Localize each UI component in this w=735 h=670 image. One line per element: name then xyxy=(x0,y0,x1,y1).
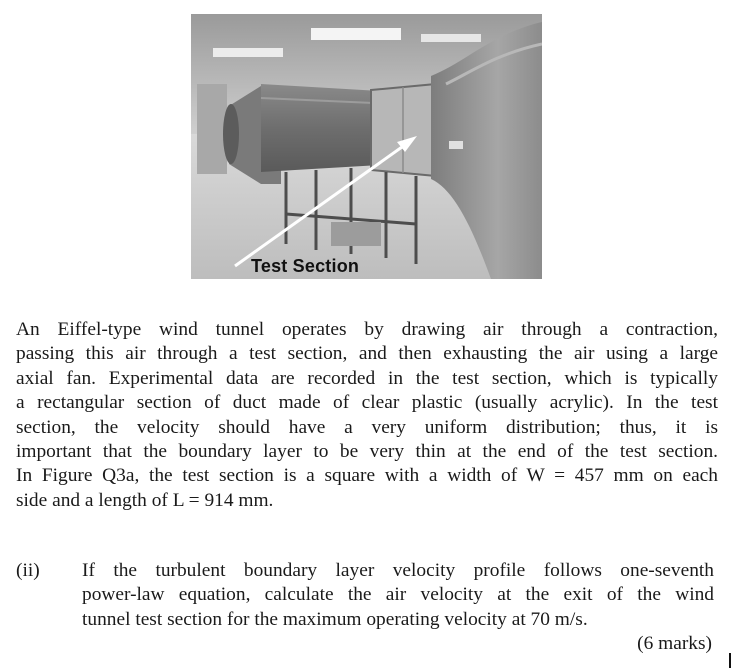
question-number: (ii) xyxy=(16,560,40,581)
question-line: tunnel test section for the maximum operating velocity at 70 m/s. xyxy=(82,608,588,630)
wind-tunnel-illustration xyxy=(191,14,542,279)
question-line: power-law equation, calculate the air velocity at the exit of the wind xyxy=(82,584,714,606)
marks-label: (6 marks) xyxy=(637,633,712,654)
paragraph-line: important that the boundary layer to be very thin at the end of the test section. xyxy=(16,441,718,463)
paragraph-line: In Figure Q3a, the test section is a square with a width of W = 457 mm on each xyxy=(16,465,718,487)
paragraph-line: section, the velocity should have a very uniform distribution; thus, it is xyxy=(16,416,718,438)
wind-tunnel-photo xyxy=(191,14,542,279)
problem-paragraph xyxy=(16,318,718,513)
question-line: If the turbulent boundary layer velocity profile follows one-seventh xyxy=(82,560,714,581)
text-cursor xyxy=(729,653,731,668)
figure-label: Test Section xyxy=(251,256,360,276)
paragraph-line: a rectangular section of duct made of clear plastic (usually acrylic). In the test xyxy=(16,392,718,414)
paragraph-line: side and a length of L = 914 mm. xyxy=(16,489,274,511)
question-text xyxy=(82,559,714,632)
paragraph-line: An Eiffel-type wind tunnel operates by drawing air through a contraction, xyxy=(16,319,718,340)
paragraph-line: passing this air through a test section, and then exhausting the air using a large xyxy=(16,343,718,365)
paragraph-line: axial fan. Experimental data are recorded in the test section, which is typically xyxy=(16,367,718,389)
